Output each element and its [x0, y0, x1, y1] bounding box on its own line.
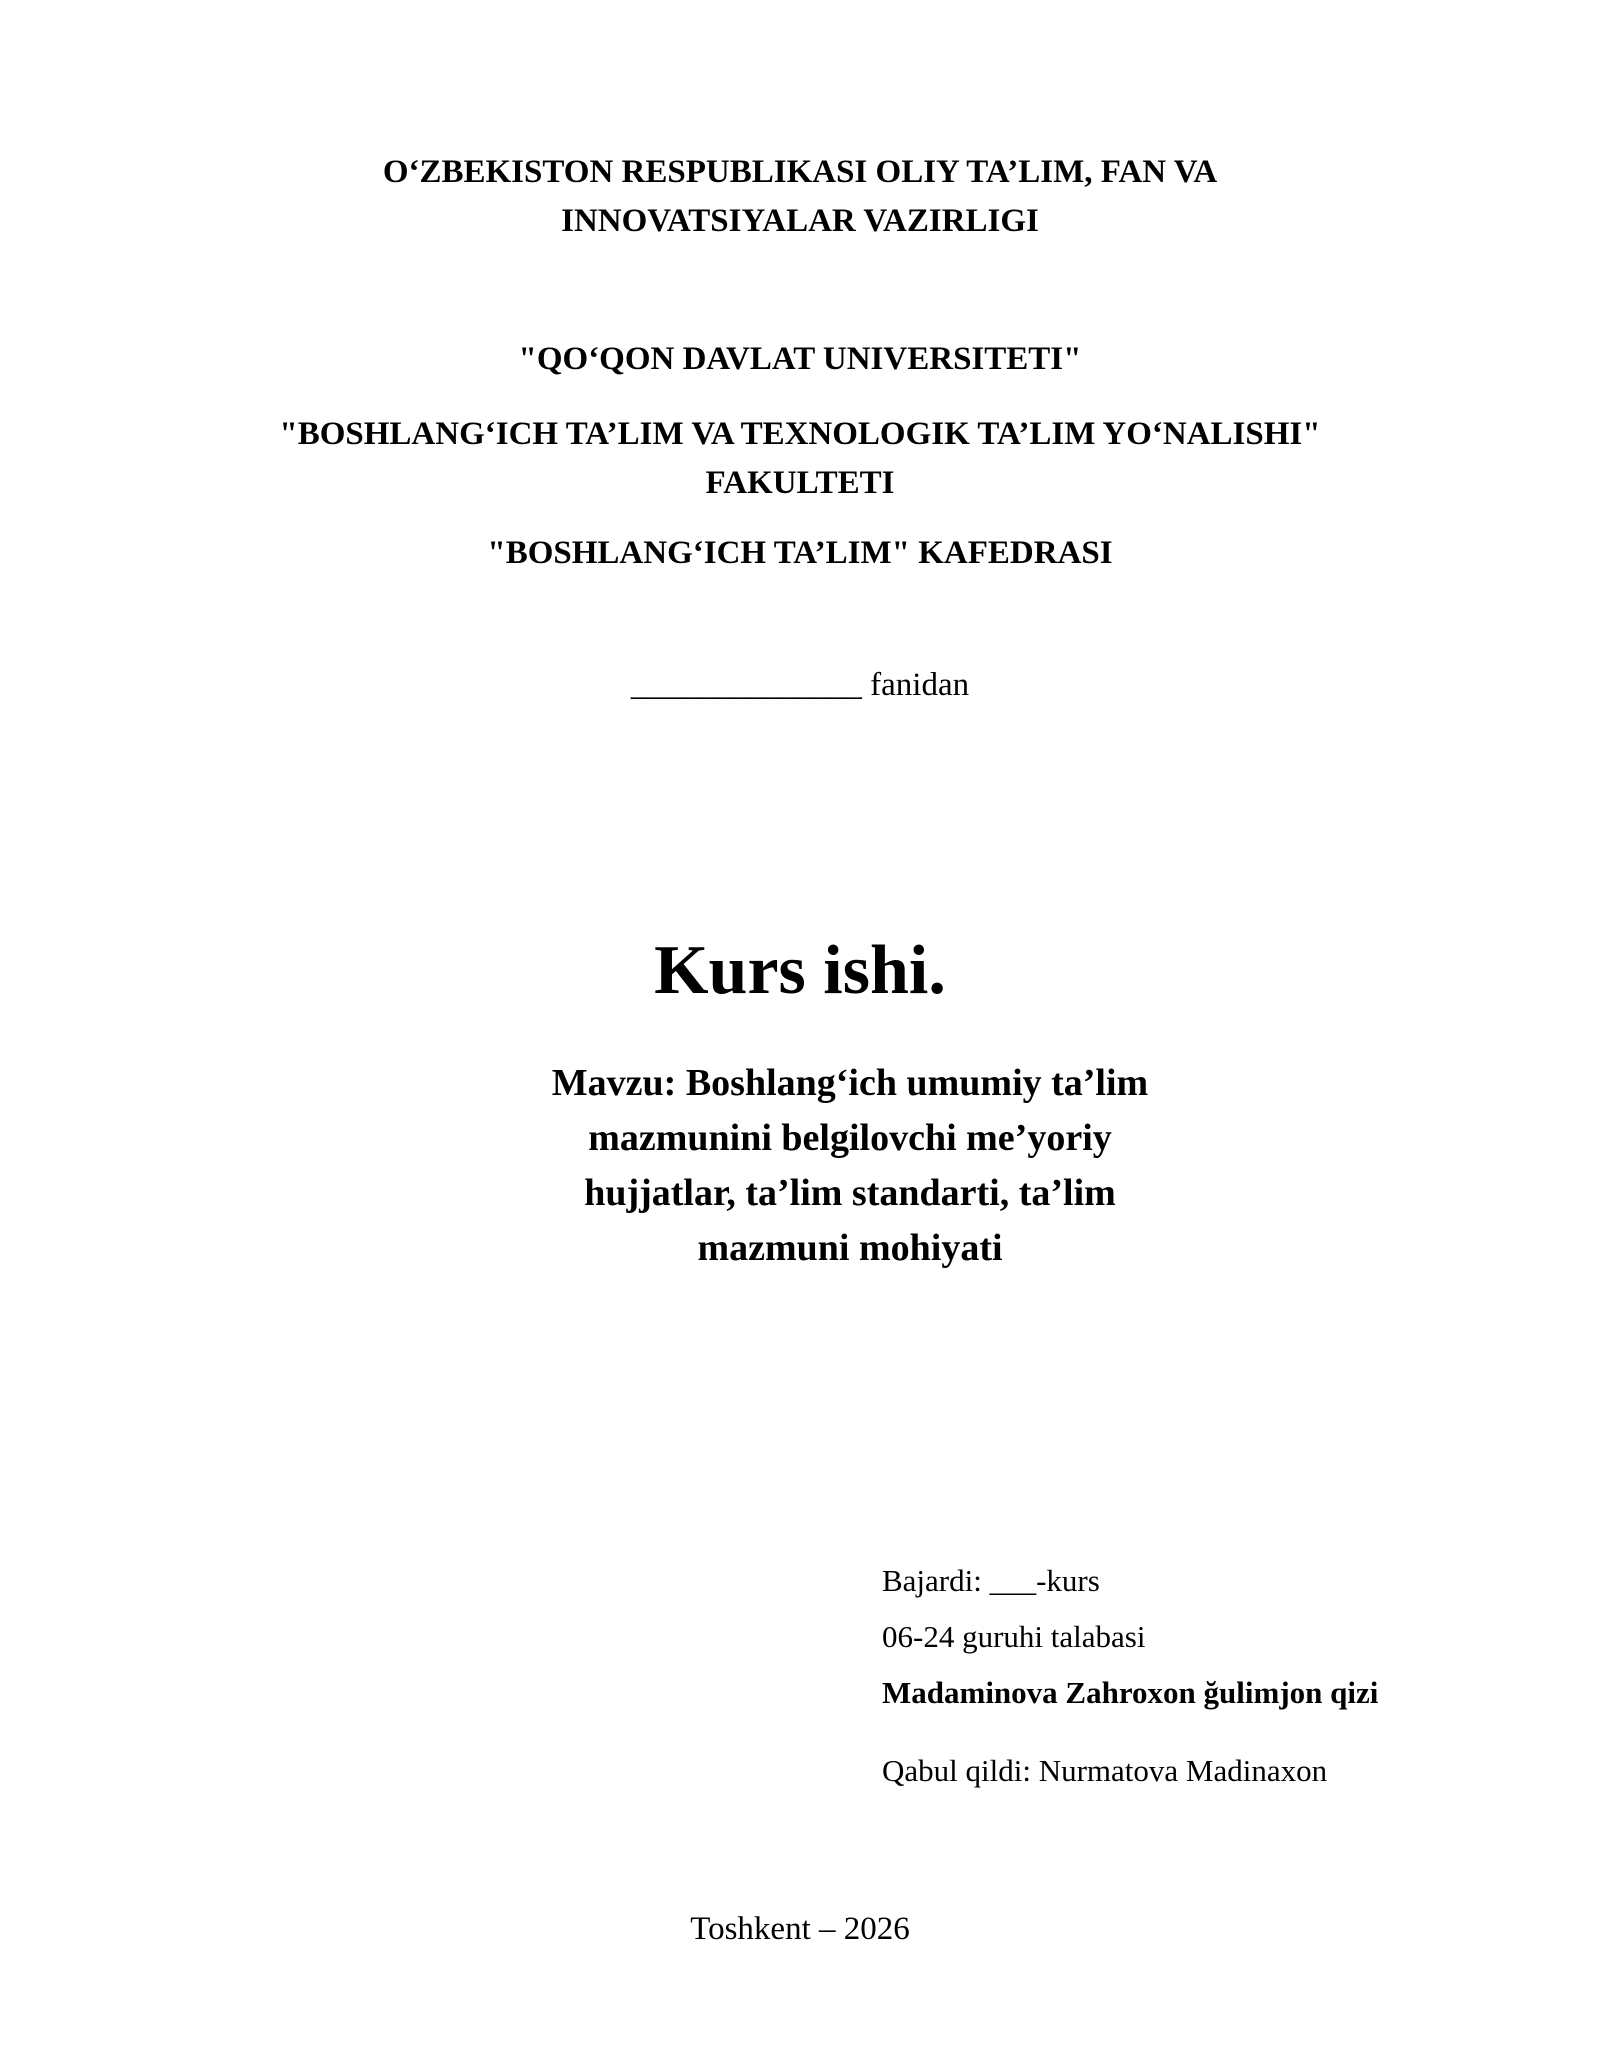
city-year-footer: Toshkent – 2026 — [690, 1911, 910, 1947]
subject-blank: ______________ — [630, 667, 862, 703]
subject-line — [0, 664, 1600, 706]
faculty-heading — [0, 410, 1600, 508]
document-title: Kurs ishi. — [654, 932, 946, 1009]
student-name: Madaminova Zahroxon ğulimjon qizi — [882, 1675, 1379, 1710]
topic-line-4: mazmuni mohiyati — [697, 1227, 1003, 1269]
department-heading: "BOSHLANG‘ICH TA’LIM" KAFEDRASI — [487, 535, 1113, 571]
performed-by-line: Bajardi: ___-kurs — [882, 1563, 1100, 1598]
ministry-line-2: INNOVATSIYALAR VAZIRLIGI — [561, 203, 1039, 239]
subject-suffix: fanidan — [870, 667, 970, 703]
ministry-heading — [0, 148, 1600, 246]
faculty-line-2: FAKULTETI — [705, 465, 895, 501]
topic-line-2: mazmunini belgilovchi me’yoriy — [588, 1117, 1112, 1159]
university-heading: "QO‘QON DAVLAT UNIVERSITETI" — [518, 341, 1082, 377]
topic-line-3: hujjatlar, ta’lim standarti, ta’lim — [584, 1172, 1116, 1214]
ministry-line-1: O‘ZBEKISTON RESPUBLIKASI OLIY TA’LIM, FAN VA — [382, 154, 1218, 190]
accepted-by-line: Qabul qildi: Nurmatova Madinaxon — [882, 1753, 1328, 1788]
faculty-line-1: "BOSHLANG‘ICH TA’LIM VA TEXNOLOGIK TA’LIM YO‘NALISHI" — [279, 416, 1321, 452]
topic-block — [500, 1056, 1200, 1276]
topic-line-1: Mavzu: Boshlang‘ich umumiy ta’lim — [551, 1062, 1149, 1104]
group-line: 06-24 guruhi talabasi — [882, 1619, 1146, 1654]
